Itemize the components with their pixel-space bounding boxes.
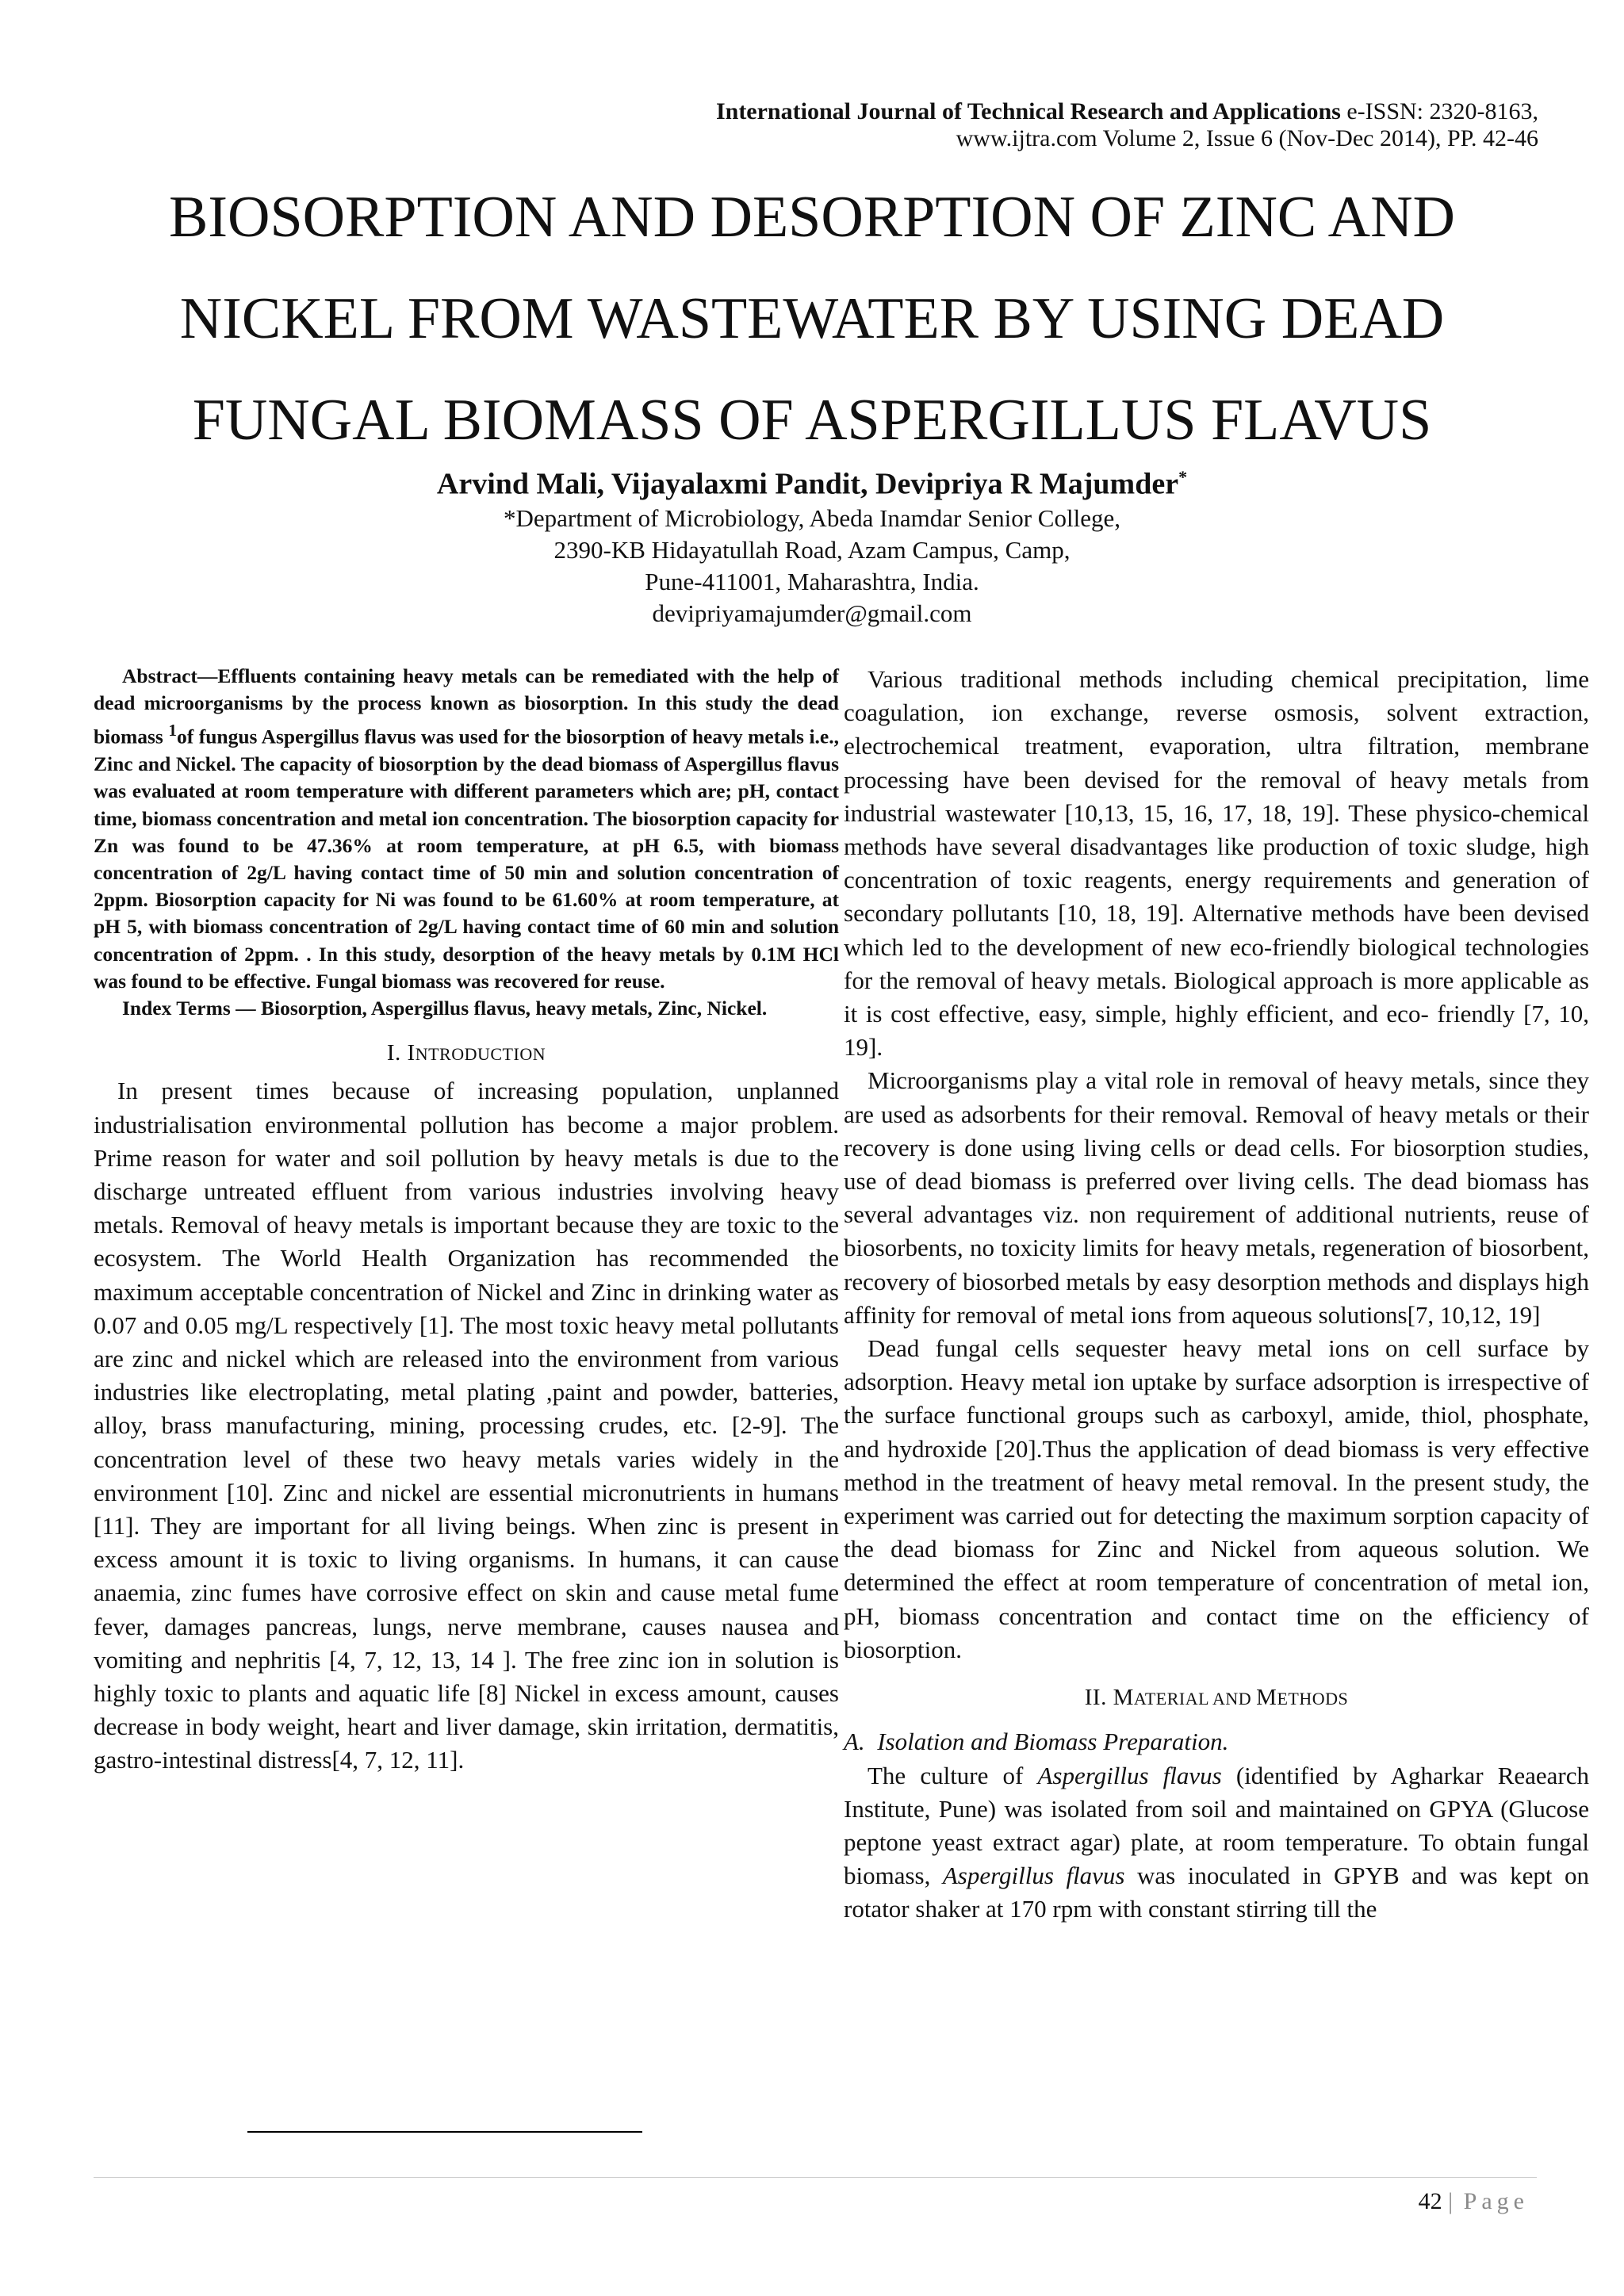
- section-heading-rest: ETHODS: [1277, 1689, 1349, 1709]
- footnote-rule: [247, 2131, 642, 2133]
- author-names: Arvind Mali, Vijayalaxmi Pandit, Devipriya R Majumder: [436, 467, 1179, 501]
- paragraph-culture-text: was inoculated in GPYB and was kept on rotator shaker at 170 rpm with constant stirring till the: [844, 1862, 1590, 1923]
- journal-name: International Journal of Technical Research and Applications: [715, 98, 1341, 124]
- section-heading-methods: [844, 1681, 1589, 1716]
- journal-issn: e-ISSN: 2320-8163,: [1346, 98, 1538, 124]
- journal-header-line2: www.ijtra.com Volume 2, Issue 6 (Nov-Dec 2014), PP. 42-46: [956, 125, 1538, 151]
- page-label: Page: [1463, 2188, 1529, 2214]
- journal-header-line1: [428, 98, 1538, 125]
- page-number-value: 42: [1418, 2188, 1442, 2214]
- affiliation-line3: Pune-411001, Maharashtra, India.: [645, 568, 979, 595]
- paragraph-culture: [844, 1759, 1589, 1927]
- section-numeral: I.: [386, 1040, 408, 1066]
- author-email: devipriyamajumder@gmail.com: [652, 599, 972, 627]
- index-terms: Index Terms — Biosorption, Aspergillus flavus, heavy metals, Zinc, Nickel.: [122, 996, 768, 1020]
- section-heading-cap: M: [1113, 1685, 1134, 1711]
- section-heading-rest: ATERIAL AND: [1133, 1689, 1257, 1709]
- authors: [95, 460, 1529, 502]
- subsection-heading: [844, 1725, 1589, 1758]
- species-name: Aspergillus flavus: [1037, 1761, 1222, 1789]
- right-column: [844, 663, 1589, 1927]
- affiliation-line1: *Department of Microbiology, Abeda Inamdar Senior College,: [504, 504, 1120, 532]
- affiliation: [95, 503, 1529, 629]
- paper-title: BIOSORPTION AND DESORPTION OF ZINC AND NICKEL FROM WASTEWATER BY USING DEAD FUNGAL BIOMASS OF ASPERGILLUS FLAVUS: [169, 185, 1455, 453]
- subsection-label: A.: [844, 1728, 865, 1756]
- paragraph-culture-text: The culture of: [868, 1761, 1038, 1789]
- section-heading-introduction: [94, 1036, 839, 1071]
- section-heading-cap: I: [407, 1040, 416, 1066]
- abstract-text-part2: of fungus Aspergillus flavus was used for the biosorption of heavy metals i.e., Zinc and Nickel. The capacity of biosorption by the dead biomass of Aspergillus flavus was evaluated at room temperature with different parameters which are; pH, contact time, biomass concentration and metal ion concentration. The biosorption capacity for Zn was found to be 47.36% at room temperature, at pH 6.5, with biomass concentration of 2g/L having contact time of 50 min and solution concentration of 2ppm. Biosorption capacity for Ni was found to be 61.60% at room temperature, at pH 5, with biomass concentration of 2g/L having contact time of 60 min and solution concentration of 2ppm. . In this study, desorption of the heavy metals by 0.1M HCl was found to be effective. Fungal biomass was recovered for reuse.: [94, 725, 839, 993]
- paragraph-traditional-methods: Various traditional methods including chemical precipitation, lime coagulation, ion exchange, reverse osmosis, solvent extraction, electrochemical treatment, evaporation, ultra filtration, membrane processing have been devised for the removal of heavy metals from industrial wastewater [10,13, 15, 16, 17, 18, 19]. These physico-chemical methods have several disadvantages like production of toxic sludge, high concentration of toxic reagents, energy requirements and generation of secondary pollutants [10, 18, 19]. Alternative methods have been devised which led to the development of new eco-friendly biological technologies for the removal of heavy metals. Biological approach is more applicable as it is cost effective, easy, simple, highly efficient, and eco- friendly [7, 10, 19].: [844, 665, 1589, 1062]
- introduction-paragraph: In present times because of increasing population, unplanned industrialisation environmental pollution has become a major problem. Prime reason for water and soil pollution by heavy metals is due to the discharge untreated effluent from various industries involving heavy metals. Removal of heavy metals is important because they are toxic to the ecosystem. The World Health Organization has recommended the maximum acceptable concentration of Nickel and Zinc in drinking water as 0.07 and 0.05 mg/L respectively [1]. The most toxic heavy metal pollutants are zinc and nickel which are released into the environment from various industries like electroplating, metal plating ,paint and powder, batteries, alloy, brass manufacturing, mining, processing crudes, etc. [2-9]. The concentration level of these two heavy metals varies widely in the environment [10]. Zinc and nickel are essential micronutrients in humans [11]. They are important for all living beings. When zinc is present in excess amount it is toxic to living organisms. In humans, it can cause anaemia, zinc fumes have corrosive effect on skin and cause metal fume fever, damages pancreas, lungs, nerve membrane, causes nausea and vomiting and nephritis [4, 7, 12, 13, 14 ]. The free zinc ion in solution is highly toxic to plants and aquatic life [8] Nickel in excess amount, causes decrease in body weight, heart and liver damage, skin irritation, dermatitis, gastro-intestinal distress[4, 7, 12, 11].: [94, 1077, 839, 1774]
- species-name: Aspergillus flavus: [942, 1862, 1125, 1890]
- affiliation-line2: 2390-KB Hidayatullah Road, Azam Campus, Camp,: [553, 536, 1071, 564]
- page-separator: |: [1448, 2188, 1458, 2214]
- footnote-mark: 1: [168, 721, 177, 740]
- corresponding-mark: *: [1178, 467, 1188, 487]
- paragraph-dead-fungal-cells: Dead fungal cells sequester heavy metal ions on cell surface by adsorption. Heavy metal ion uptake by surface adsorption is irrespective of the surface functional groups such as carboxyl, amide, thiol, phosphate, and hydroxide [20].Thus the application of dead biomass is very effective method in the treatment of heavy metal removal. In the present study, the experiment was carried out for detecting the maximum sorption capacity of the dead biomass for Zinc and Nickel from aqueous solution. We determined the effect at room temperature of concentration of metal ion, pH, biomass concentration and contact time on the efficiency of biosorption.: [844, 1334, 1589, 1663]
- section-numeral: II.: [1084, 1685, 1113, 1711]
- abstract-text-part1: Abstract—Effluents containing heavy metals can be remediated with the help of dead microorganisms by the process known as biosorption. In this study the dead biomass: [94, 664, 839, 748]
- abstract-text: [94, 663, 839, 995]
- section-heading-rest: NTRODUCTION: [415, 1044, 546, 1065]
- left-column: [94, 663, 839, 1777]
- page-number: [1419, 2188, 1529, 2215]
- footer-rule: [94, 2177, 1537, 2178]
- subsection-title: Isolation and Biomass Preparation.: [877, 1728, 1229, 1756]
- paragraph-culture-text: (identified by Agharkar Reaearch Institute, Pune) was isolated from soil and maintained on GPYA (Glucose peptone yeast extract agar) plate, at room temperature. To obtain fungal biomass,: [844, 1761, 1589, 1890]
- journal-header: [428, 98, 1538, 152]
- section-heading-cap: M: [1256, 1685, 1277, 1711]
- paragraph-microorganisms: Microorganisms play a vital role in removal of heavy metals, since they are used as adsorbents for their removal. Removal of heavy metals or their recovery is done using living cells or dead cells. For biosorption studies, use of dead biomass is preferred over living cells. The dead biomass has several advantages viz. non requirement of additional nutrients, reuse of biosorbents, no toxicity limits for heavy metals, regeneration of biosorbent, recovery of biosorbed metals by easy desorption methods and displays high affinity for removal of metal ions from aqueous solutions[7, 10,12, 19]: [844, 1066, 1589, 1329]
- abstract: [94, 663, 839, 1022]
